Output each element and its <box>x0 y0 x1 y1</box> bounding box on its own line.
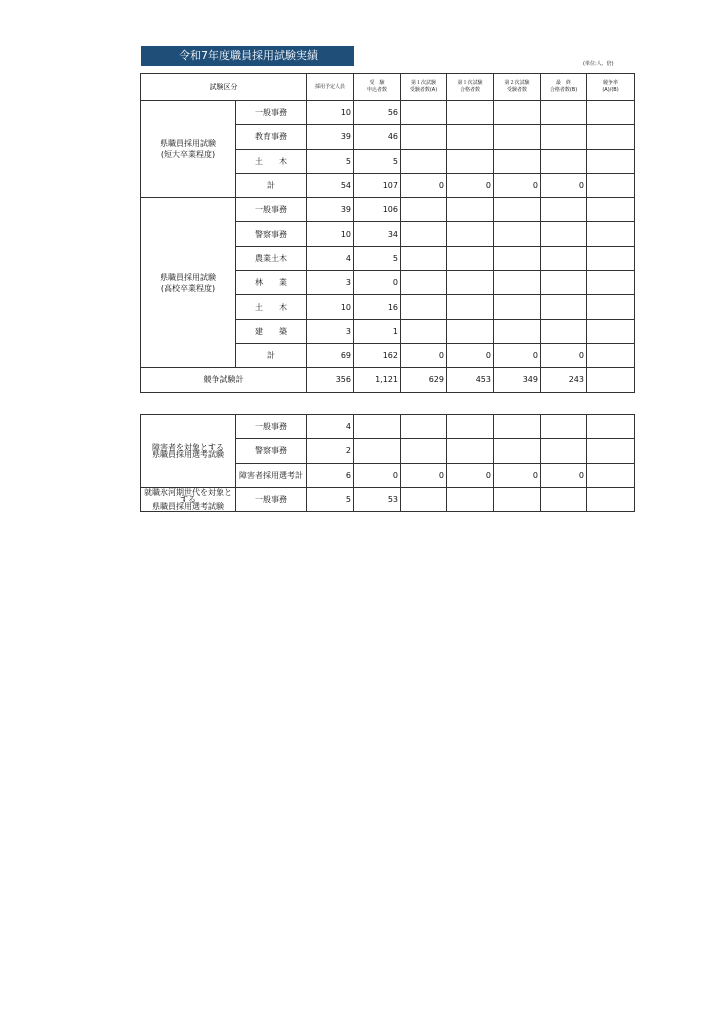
table-row <box>141 101 635 125</box>
cell-first-passers <box>447 149 494 173</box>
cell-first-passers <box>447 125 494 149</box>
cell-ratio <box>587 125 635 149</box>
cell-final-passers <box>541 415 587 439</box>
cell-final-passers <box>541 101 587 125</box>
cell-applicants: 46 <box>354 125 401 149</box>
cell-ratio <box>587 319 635 343</box>
cell-first-passers <box>447 487 494 511</box>
cell-applicants: 34 <box>354 222 401 246</box>
category-label: 計 <box>236 343 307 367</box>
cell-ratio <box>587 415 635 439</box>
cell-applicants: 0 <box>354 463 401 487</box>
cell-planned: 10 <box>307 295 354 319</box>
cell-applicants: 5 <box>354 246 401 270</box>
cell-first-passers <box>447 439 494 463</box>
cell-planned: 3 <box>307 319 354 343</box>
cell-applicants: 107 <box>354 173 401 197</box>
cell-ratio <box>587 295 635 319</box>
cell-ratio <box>587 246 635 270</box>
cell-final-passers <box>541 198 587 222</box>
category-label: 障害者採用選考計 <box>236 463 307 487</box>
cell-second-takers <box>494 101 541 125</box>
total-final-passers: 243 <box>541 368 587 392</box>
cell-ratio <box>587 198 635 222</box>
cell-ratio <box>587 149 635 173</box>
header-first-takers: 第１次試験 受験者数(A) <box>401 74 447 101</box>
header-planned: 採用予定人員 <box>307 74 354 101</box>
category-label: 土 木 <box>236 149 307 173</box>
cell-ratio <box>587 101 635 125</box>
cell-final-passers: 0 <box>541 343 587 367</box>
header-ratio: 競争率 (A)/(B) <box>587 74 635 101</box>
cell-first-takers <box>401 439 447 463</box>
selection-table <box>140 414 635 512</box>
header-second-takers: 第２次試験 受験者数 <box>494 74 541 101</box>
cell-first-takers <box>401 198 447 222</box>
cell-planned: 4 <box>307 415 354 439</box>
cell-planned: 10 <box>307 222 354 246</box>
cell-second-takers <box>494 487 541 511</box>
cell-second-takers: 0 <box>494 463 541 487</box>
cell-final-passers <box>541 487 587 511</box>
cell-first-takers: 0 <box>401 463 447 487</box>
cell-second-takers <box>494 295 541 319</box>
total-planned: 356 <box>307 368 354 392</box>
cell-final-passers <box>541 125 587 149</box>
cell-second-takers <box>494 246 541 270</box>
cell-planned: 6 <box>307 463 354 487</box>
category-label: 土 木 <box>236 295 307 319</box>
category-label: 一般事務 <box>236 487 307 511</box>
cell-planned: 39 <box>307 125 354 149</box>
group-label: 障害者を対象とする 県職員採用選考試験 <box>141 415 236 488</box>
cell-planned: 3 <box>307 271 354 295</box>
table-row <box>141 198 635 222</box>
cell-applicants: 0 <box>354 271 401 295</box>
category-label: 警察事務 <box>236 222 307 246</box>
cell-ratio <box>587 463 635 487</box>
cell-second-takers <box>494 149 541 173</box>
document-title: 令和7年度職員採用試験実績 <box>141 46 354 66</box>
cell-final-passers <box>541 149 587 173</box>
header-row <box>141 74 635 101</box>
cell-first-takers: 0 <box>401 173 447 197</box>
category-label: 一般事務 <box>236 101 307 125</box>
cell-final-passers <box>541 222 587 246</box>
category-label: 林 業 <box>236 271 307 295</box>
results-table <box>140 73 635 393</box>
grand-total-row <box>141 368 635 392</box>
total-second-takers: 349 <box>494 368 541 392</box>
header-first-passers: 第１次試験 合格者数 <box>447 74 494 101</box>
category-label: 農業土木 <box>236 246 307 270</box>
cell-final-passers <box>541 439 587 463</box>
cell-final-passers: 0 <box>541 463 587 487</box>
cell-ratio <box>587 343 635 367</box>
category-label: 計 <box>236 173 307 197</box>
header-final-passers: 最 終 合格者数(B) <box>541 74 587 101</box>
cell-planned: 4 <box>307 246 354 270</box>
category-label: 一般事務 <box>236 415 307 439</box>
cell-first-passers <box>447 295 494 319</box>
group-label: 県職員採用試験 (短大卒業程度) <box>141 101 236 198</box>
cell-ratio <box>587 222 635 246</box>
cell-second-takers <box>494 198 541 222</box>
cell-second-takers <box>494 222 541 246</box>
cell-first-takers <box>401 295 447 319</box>
cell-applicants: 162 <box>354 343 401 367</box>
total-first-passers: 453 <box>447 368 494 392</box>
cell-final-passers <box>541 271 587 295</box>
group-label: 県職員採用試験 (高校卒業程度) <box>141 198 236 368</box>
cell-first-takers <box>401 101 447 125</box>
total-ratio <box>587 368 635 392</box>
cell-applicants <box>354 439 401 463</box>
cell-ratio <box>587 487 635 511</box>
cell-first-takers <box>401 125 447 149</box>
table-row <box>141 487 635 511</box>
cell-first-passers <box>447 222 494 246</box>
total-applicants: 1,121 <box>354 368 401 392</box>
header-applicants: 受 験 申込者数 <box>354 74 401 101</box>
cell-first-takers <box>401 487 447 511</box>
cell-first-passers <box>447 271 494 295</box>
header-category: 試験区分 <box>141 74 307 101</box>
cell-planned: 2 <box>307 439 354 463</box>
cell-planned: 10 <box>307 101 354 125</box>
cell-ratio <box>587 439 635 463</box>
cell-planned: 5 <box>307 487 354 511</box>
cell-final-passers <box>541 295 587 319</box>
cell-second-takers <box>494 271 541 295</box>
category-label: 一般事務 <box>236 198 307 222</box>
cell-second-takers: 0 <box>494 343 541 367</box>
cell-first-passers <box>447 246 494 270</box>
unit-note: (単位:人、倍) <box>583 61 614 67</box>
cell-second-takers <box>494 415 541 439</box>
cell-first-passers: 0 <box>447 343 494 367</box>
category-label: 警察事務 <box>236 439 307 463</box>
cell-second-takers: 0 <box>494 173 541 197</box>
cell-applicants: 106 <box>354 198 401 222</box>
cell-first-takers <box>401 246 447 270</box>
cell-planned: 69 <box>307 343 354 367</box>
cell-second-takers <box>494 125 541 149</box>
cell-second-takers <box>494 319 541 343</box>
cell-ratio <box>587 173 635 197</box>
category-label: 建 築 <box>236 319 307 343</box>
cell-ratio <box>587 271 635 295</box>
total-first-takers: 629 <box>401 368 447 392</box>
cell-first-passers <box>447 198 494 222</box>
cell-final-passers <box>541 319 587 343</box>
cell-applicants: 53 <box>354 487 401 511</box>
cell-first-takers <box>401 222 447 246</box>
cell-applicants: 5 <box>354 149 401 173</box>
cell-first-passers <box>447 101 494 125</box>
cell-applicants: 1 <box>354 319 401 343</box>
cell-planned: 5 <box>307 149 354 173</box>
cell-first-takers: 0 <box>401 343 447 367</box>
grand-total-label: 競争試験計 <box>141 368 307 392</box>
cell-planned: 39 <box>307 198 354 222</box>
cell-planned: 54 <box>307 173 354 197</box>
cell-first-takers <box>401 319 447 343</box>
cell-first-passers: 0 <box>447 173 494 197</box>
category-label: 教育事務 <box>236 125 307 149</box>
cell-first-takers <box>401 271 447 295</box>
cell-applicants: 16 <box>354 295 401 319</box>
cell-final-passers: 0 <box>541 173 587 197</box>
cell-first-passers <box>447 319 494 343</box>
cell-first-passers: 0 <box>447 463 494 487</box>
cell-first-takers <box>401 149 447 173</box>
cell-first-passers <box>447 415 494 439</box>
cell-final-passers <box>541 246 587 270</box>
cell-first-takers <box>401 415 447 439</box>
cell-applicants <box>354 415 401 439</box>
table-row <box>141 415 635 439</box>
cell-applicants: 56 <box>354 101 401 125</box>
cell-second-takers <box>494 439 541 463</box>
group-label: 就職氷河期世代を対象とする 県職員採用選考試験 <box>141 487 236 511</box>
